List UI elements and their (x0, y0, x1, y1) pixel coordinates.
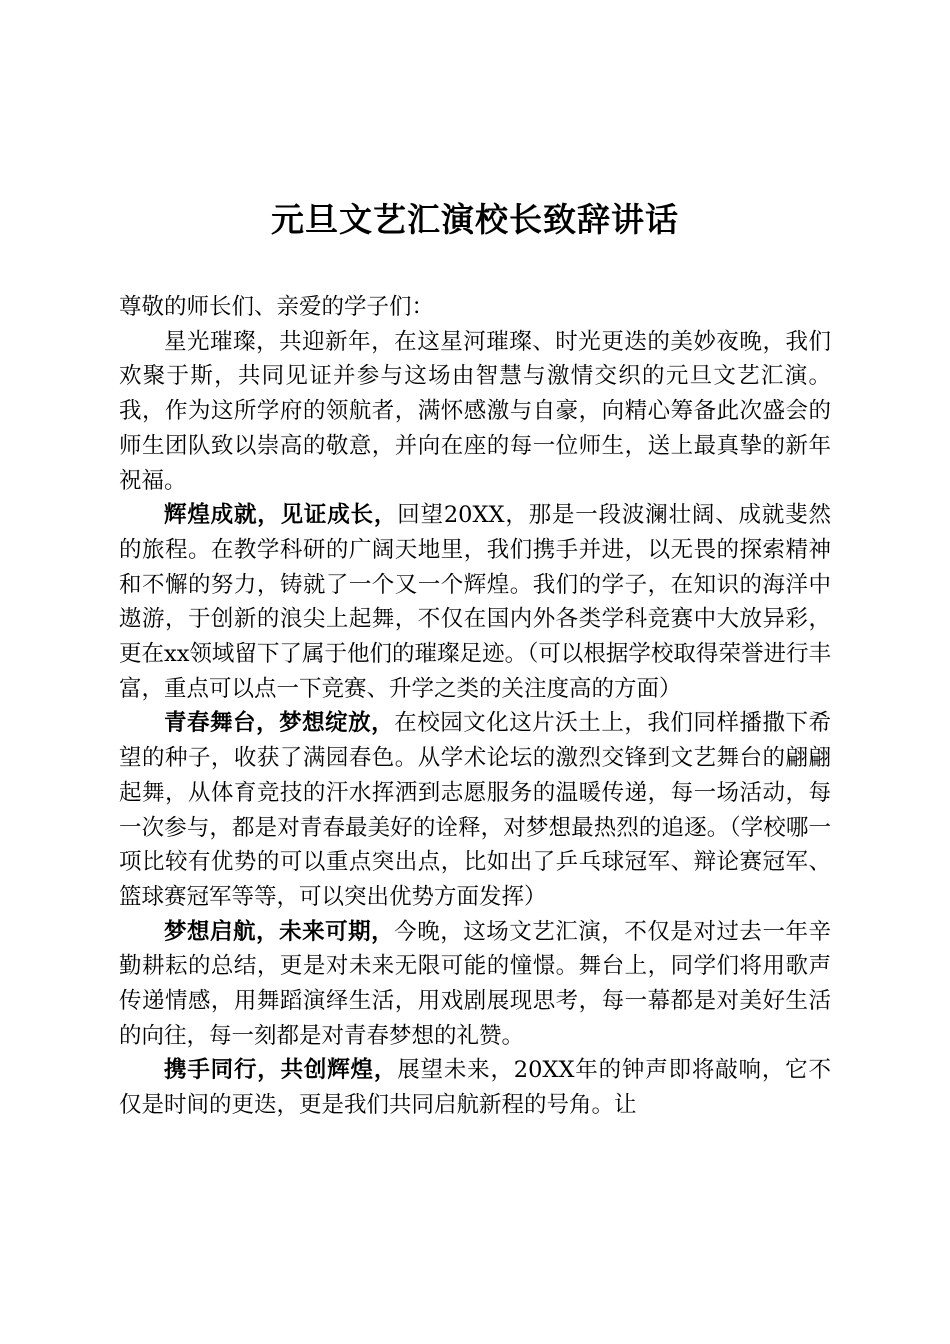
paragraph-dream-launch (119, 915, 831, 1054)
salutation: 尊敬的师长们、亲爱的学子们： (119, 294, 435, 320)
paragraph-achievements (119, 498, 831, 706)
paragraph-lead: 青春舞台，梦想绽放， (164, 710, 395, 737)
paragraph-lead: 携手同行，共创辉煌， (164, 1057, 398, 1084)
paragraph-youth-stage (119, 706, 831, 914)
paragraph-lead: 辉煌成就，见证成长， (164, 502, 398, 529)
paragraph-together (119, 1053, 831, 1122)
document-body (119, 290, 831, 1123)
document-title: 元旦文艺汇演校长致辞讲话 (271, 200, 679, 239)
paragraph-text: 星光璀璨，共迎新年，在这星河璀璨、时光更迭的美妙夜晚，我们欢聚于斯，共同见证并参与这场由智慧与激情交织的元旦文艺汇演。我，作为这所学府的领航者，满怀感激与自豪，向精心筹备此次盛会的师生团队致以崇高的敬意，并向在座的每一位师生，送上最真挚的新年祝福。 (119, 328, 831, 494)
paragraph-lead: 梦想启航，未来可期， (164, 918, 395, 945)
paragraph-text: 在校园文化这片沃土上，我们同样播撒下希望的种子，收获了满园春色。从学术论坛的激烈交锋到文艺舞台的翩翩起舞，从体育竞技的汗水挥洒到志愿服务的温暖传递，每一场活动，每一次参与，都是对青春最美好的诠释，对梦想最热烈的追逐。（学校哪一项比较有优势的可以重点突出点，比如出了乒乓球冠军、辩论赛冠军、篮球赛冠军等等，可以突出优势方面发挥） (119, 710, 831, 910)
paragraph-text: 回望20XX，那是一段波澜壮阔、成就斐然的旅程。在教学科研的广阔天地里，我们携手并进，以无畏的探索精神和不懈的努力，铸就了一个又一个辉煌。我们的学子，在知识的海洋中遨游，于创新的浪尖上起舞，不仅在国内外各类学科竞赛中大放异彩，更在xx领域留下了属于他们的璀璨足迹。（可以根据学校取得荣誉进行丰富，重点可以点一下竞赛、升学之类的关注度高的方面） (119, 502, 831, 702)
paragraph-text: 今晚，这场文艺汇演，不仅是对过去一年辛勤耕耘的总结，更是对未来无限可能的憧憬。舞台上，同学们将用歌声传递情感，用舞蹈演绎生活，用戏剧展现思考，每一幕都是对美好生活的向往，每一刻都是对青春梦想的礼赞。 (119, 918, 831, 1049)
paragraph-opening (119, 325, 831, 499)
paragraph-text: 展望未来，20XX年的钟声即将敲响，它不仅是时间的更迭，更是我们共同启航新程的号角。让 (119, 1057, 831, 1119)
